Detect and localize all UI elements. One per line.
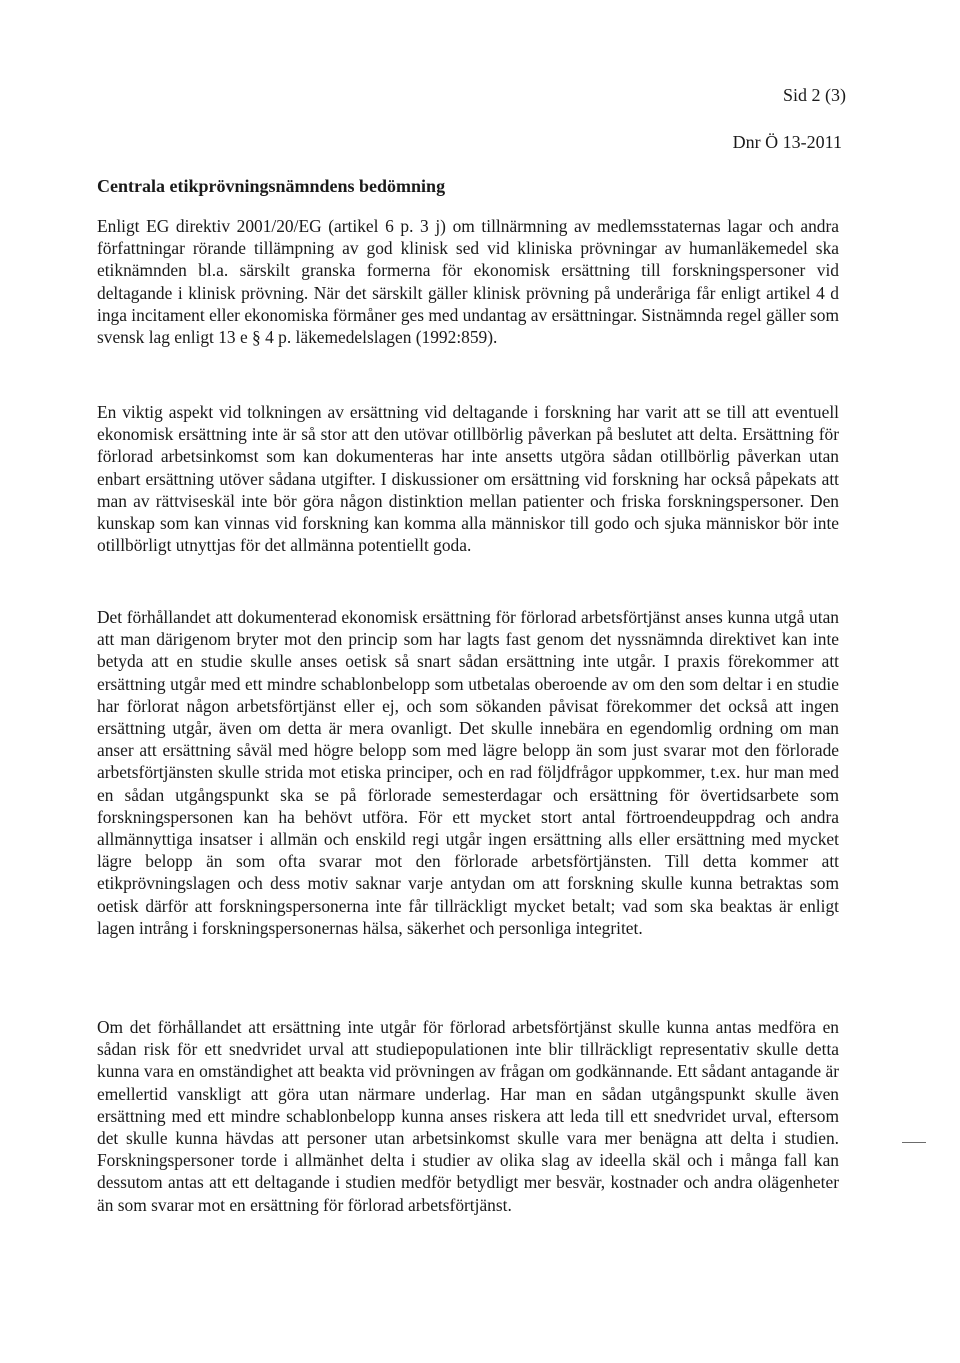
paragraph-directive <box>97 215 839 348</box>
paragraph-text: Det förhållandet att dokumenterad ekonomisk ersättning för förlorad arbetsförtjänst anses kunna utgå utan att man därigenom bryter mot den princip som har lagts fast genom det nyssnämnda direktivet kan inte betyda att en studie skulle anses oetisk så snart sådan ersättning inte utgår. I praxis förekommer att ersättning utgår med ett mindre schablonbelopp som utbetalas oberoende av om den som deltar i en studie har förlorat någon arbetsförtjänst eller ej, och som sökanden påvisat förekommer det också att ingen ersättning utgår, även om detta är mera ovanligt. Det skulle innebära en egendomlig ordning om man anser att ersättning såväl med högre belopp som med lägre belopp än som just svarar mot den förlorade arbetsförtjänsten skulle strida mot etiska principer, och en rad följdfrågor uppkommer, t.ex. hur man med en sådan utgångspunkt ska se på förlorade semesterdagar och ersättning för övertidsarbete som forskningspersonen kan ha behövt utföra. För ett mycket stort antal förtroendeuppdrag och andra allmännyttiga insatser i allmän och enskild regi utgår ingen ersättning alls eller ersättning med mycket lägre belopp än som ofta svarar mot den förlorade arbetsförtjänsten. Till detta kommer att etikprövningslagen och dess motiv saknar varje antydan om att forskning skulle kunna betraktas som oetisk därför att forskningspersonerna inte får tillräckligt mycket betalt; vad som ska beaktas är enligt lagen intrång i forskningspersonernas hälsa, säkerhet och personliga integritet. <box>97 607 839 938</box>
section-heading: Centrala etikprövningsnämndens bedömning <box>97 176 446 196</box>
paragraph-undue-influence <box>97 401 839 556</box>
paragraph-selection-bias <box>97 1016 839 1216</box>
paragraph-compensation-practice <box>97 606 839 939</box>
reference-number: Dnr Ö 13-2011 <box>732 132 842 152</box>
paragraph-text: Enligt EG direktiv 2001/20/EG (artikel 6 p. 3 j) om tillnärmning av medlemsstaternas lagar och andra författningar rörande tillämpning av god klinisk sed vid kliniska prövningar av humanläkemedel ska etiknämnden bl.a. särskilt granska formerna för ekonomisk ersättning till forskningspersoner vid deltagande i klinisk prövning. När det särskilt gäller klinisk prövning på underåriga får enligt artikel 4 d inga incitament eller ekonomiska förmåner ges med undantag av ersättningar. Sistnämnda regel gäller som svensk lag enligt 13 e § 4 p. läkemedelslagen (1992:859). <box>97 216 839 348</box>
page-number: Sid 2 (3) <box>783 85 846 105</box>
margin-mark <box>902 1142 926 1143</box>
paragraph-text: En viktig aspekt vid tolkningen av ersättning vid deltagande i forskning har varit att se till att eventuell ekonomisk ersättning inte är så stor att den utövar otillbörlig påverkan på beslutet att delta. Ersättning för förlorad arbetsinkomst som kan dokumenteras har inte ansetts utgöra sådan otillbörlig påverkan utan enbart ersättning utöver sådana utgifter. I diskussioner om ersättning vid forskning har också påpekats att man av rättviseskäl inte bör göra någon distinktion mellan patienter och friska forskningspersoner. Den kunskap som kan vinnas vid forskning kan komma alla människor till godo och sjuka människor bör inte otillbörligt utnyttjas för det allmänna potentiellt goda. <box>97 402 839 556</box>
paragraph-text: Om det förhållandet att ersättning inte utgår för förlorad arbetsförtjänst skulle kunna antas medföra en sådan risk för ett snedvridet urval att studiepopulationen inte blir tillräckligt representativ skulle detta kunna vara en omständighet att beakta vid prövningen av frågan om godkännande. Ett sådant antagande är emellertid vanskligt att göra utan närmare underlag. Har man en sådan utgångspunkt skulle även ersättning med ett mindre schablonbelopp kunna anses riskera att leda till ett snedvridet urval, eftersom det skulle kunna hävdas att personer utan arbetsinkomst skulle vara mer benägna att delta i studien. Forskningspersoner torde i allmänhet delta i studier av olika slag av ideella skäl och i många fall kan dessutom antas att ett deltagande i studien medför betydligt mer besvär, kostnader och andra olägenheter än som svarar mot en ersättning för förlorad arbetsförtjänst. <box>97 1017 839 1215</box>
